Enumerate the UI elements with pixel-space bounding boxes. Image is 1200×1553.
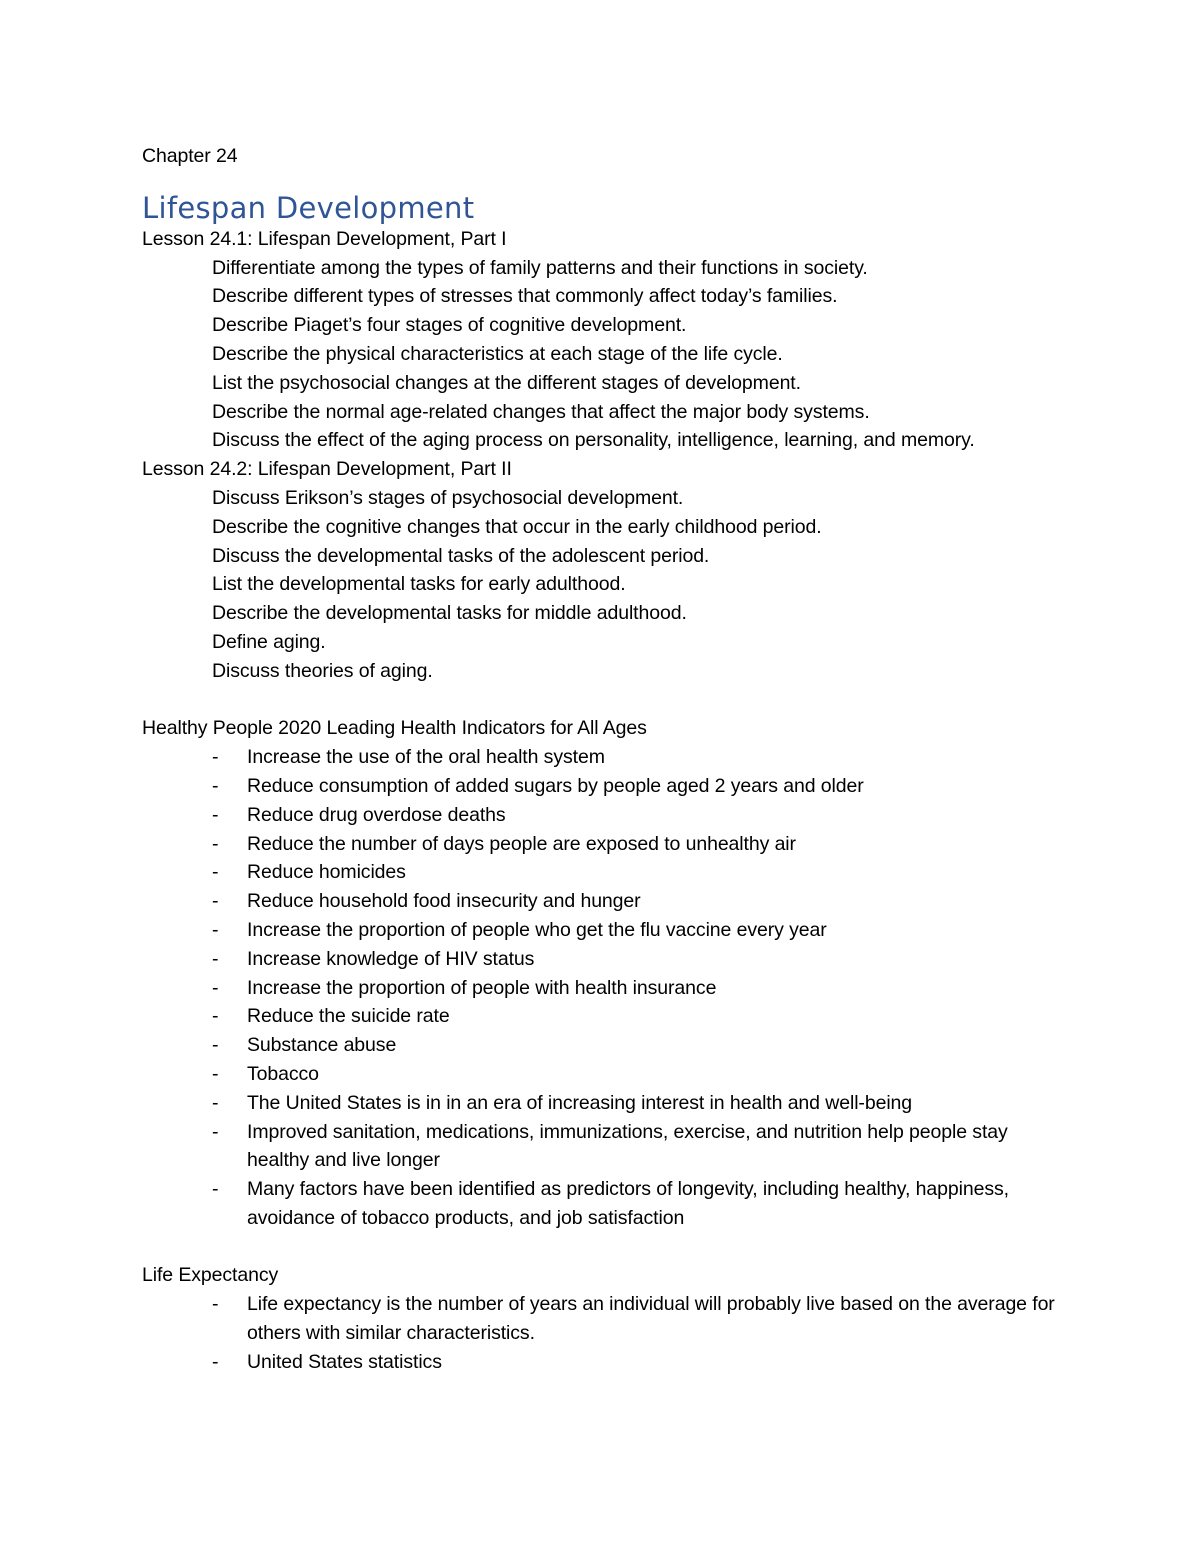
objective-item: Describe the cognitive changes that occur in the early childhood period. bbox=[212, 515, 822, 538]
list-item bbox=[212, 916, 1062, 945]
dash-bullet: - bbox=[212, 1034, 219, 1057]
lesson-block-1 bbox=[142, 225, 1062, 455]
document-body bbox=[142, 142, 1062, 1377]
list-item-text: Increase the use of the oral health system bbox=[247, 746, 605, 769]
bullet-list bbox=[142, 743, 1062, 1233]
list-item bbox=[212, 1118, 1062, 1176]
objective-item: List the psychosocial changes at the different stages of development. bbox=[212, 371, 801, 394]
list-item bbox=[212, 1348, 1062, 1377]
dash-bullet: - bbox=[212, 976, 219, 999]
document-title: Lifespan Development bbox=[142, 190, 475, 225]
list-item bbox=[212, 1031, 1062, 1060]
dash-bullet: - bbox=[212, 1350, 219, 1373]
objective-item: Describe Piaget’s four stages of cognitive development. bbox=[212, 314, 687, 337]
dash-bullet: - bbox=[212, 890, 219, 913]
objective-list bbox=[142, 484, 1062, 686]
objective-item: Describe the developmental tasks for middle adulthood. bbox=[212, 602, 687, 625]
objective-item: Discuss theories of aging. bbox=[212, 659, 433, 682]
objective-list bbox=[142, 254, 1062, 456]
list-item bbox=[212, 858, 1062, 887]
dash-bullet: - bbox=[212, 918, 219, 941]
section-heading: Life Expectancy bbox=[142, 1264, 279, 1287]
dash-bullet: - bbox=[212, 1178, 219, 1201]
dash-bullet: - bbox=[212, 803, 219, 826]
list-item bbox=[212, 1002, 1062, 1031]
list-item-text: Substance abuse bbox=[247, 1034, 397, 1057]
list-item-text: United States statistics bbox=[247, 1350, 442, 1373]
objective-item: Discuss the developmental tasks of the adolescent period. bbox=[212, 544, 710, 567]
list-item-text: Improved sanitation, medications, immunizations, exercise, and nutrition help people stay healthy and live longer bbox=[247, 1120, 1008, 1172]
list-item-text: Reduce the number of days people are exposed to unhealthy air bbox=[247, 832, 796, 855]
dash-bullet: - bbox=[212, 947, 219, 970]
section-life-expectancy bbox=[142, 1261, 1062, 1376]
list-item-text: Many factors have been identified as predictors of longevity, including healthy, happiness, avoidance of tobacco products, and job satisfaction bbox=[247, 1178, 1009, 1229]
list-item-text: Tobacco bbox=[247, 1062, 319, 1085]
list-item-text: Reduce homicides bbox=[247, 861, 406, 884]
list-item-text: Increase the proportion of people who get the flu vaccine every year bbox=[247, 918, 827, 941]
section-health-indicators bbox=[142, 714, 1062, 1232]
list-item-text: Reduce drug overdose deaths bbox=[247, 803, 506, 826]
dash-bullet: - bbox=[212, 774, 219, 797]
lesson-heading: Lesson 24.2: Lifespan Development, Part II bbox=[142, 458, 512, 481]
list-item-text: Life expectancy is the number of years an individual will probably live based on the average for others with similar characteristics. bbox=[247, 1293, 1055, 1345]
objective-item: List the developmental tasks for early adulthood. bbox=[212, 573, 626, 596]
list-item-text: Reduce consumption of added sugars by people aged 2 years and older bbox=[247, 774, 864, 797]
dash-bullet: - bbox=[212, 832, 219, 855]
dash-bullet: - bbox=[212, 861, 219, 884]
list-item bbox=[212, 1290, 1062, 1348]
list-item-text: The United States is in in an era of increasing interest in health and well-being bbox=[247, 1091, 913, 1114]
list-item-text: Increase knowledge of HIV status bbox=[247, 947, 535, 970]
dash-bullet: - bbox=[212, 1062, 219, 1085]
objective-item: Describe the normal age-related changes that affect the major body systems. bbox=[212, 400, 870, 423]
list-item bbox=[212, 1175, 1062, 1233]
list-item bbox=[212, 887, 1062, 916]
list-item bbox=[212, 801, 1062, 830]
dash-bullet: - bbox=[212, 1091, 219, 1114]
lesson-heading: Lesson 24.1: Lifespan Development, Part I bbox=[142, 227, 507, 250]
objective-item: Define aging. bbox=[212, 630, 326, 653]
list-item-text: Reduce the suicide rate bbox=[247, 1005, 450, 1028]
list-item bbox=[212, 772, 1062, 801]
chapter-label: Chapter 24 bbox=[142, 145, 238, 167]
objective-item: Discuss the effect of the aging process on personality, intelligence, learning, and memory. bbox=[212, 429, 975, 452]
list-item bbox=[212, 945, 1062, 974]
lesson-block-2 bbox=[142, 455, 1062, 685]
list-item bbox=[212, 743, 1062, 772]
list-item-text: Reduce household food insecurity and hunger bbox=[247, 890, 641, 913]
section-heading: Healthy People 2020 Leading Health Indicators for All Ages bbox=[142, 717, 647, 740]
dash-bullet: - bbox=[212, 1293, 219, 1316]
dash-bullet: - bbox=[212, 1005, 219, 1028]
objective-item: Discuss Erikson’s stages of psychosocial development. bbox=[212, 486, 684, 509]
dash-bullet: - bbox=[212, 1120, 219, 1143]
dash-bullet: - bbox=[212, 746, 219, 769]
list-item-text: Increase the proportion of people with health insurance bbox=[247, 976, 717, 999]
objective-item: Describe the physical characteristics at each stage of the life cycle. bbox=[212, 342, 783, 365]
objective-item: Differentiate among the types of family patterns and their functions in society. bbox=[212, 256, 868, 279]
list-item bbox=[212, 830, 1062, 859]
bullet-list bbox=[142, 1290, 1062, 1376]
objective-item: Describe different types of stresses that commonly affect today’s families. bbox=[212, 285, 838, 308]
list-item bbox=[212, 1060, 1062, 1089]
list-item bbox=[212, 1089, 1062, 1118]
list-item bbox=[212, 974, 1062, 1003]
